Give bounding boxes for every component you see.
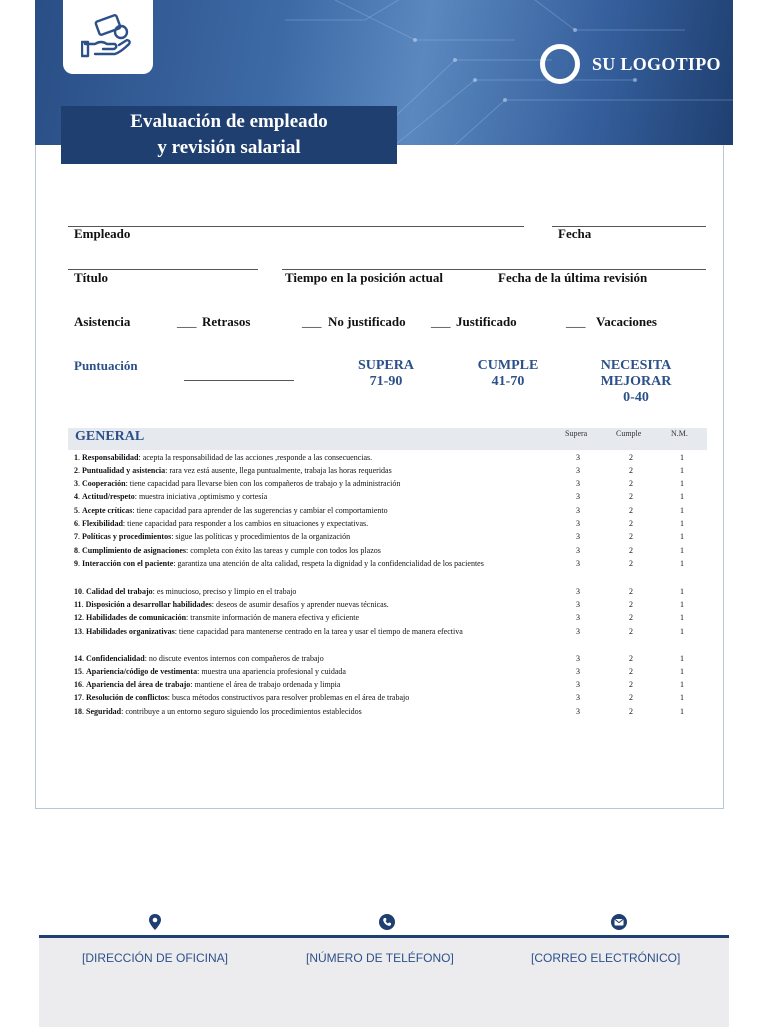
money-hand-icon xyxy=(81,14,135,60)
row-name: Puntualidad y asistencia xyxy=(82,466,166,475)
score-cumple-range: 41-70 xyxy=(491,374,525,389)
row-desc: : transmite información de manera efectiva y eficiente xyxy=(186,613,360,622)
footer-address[interactable]: [DIRECCIÓN DE OFICINA] xyxy=(82,951,229,965)
row-name: Habilidades organizativas xyxy=(86,627,175,636)
value-supera[interactable]: 3 xyxy=(576,559,580,568)
value-cumple[interactable]: 2 xyxy=(629,506,633,515)
row-text: 11. Disposición a desarrollar habilidades: deseos de asumir desafíos y aprender nuevas técnicas. xyxy=(74,600,389,609)
value-cumple[interactable]: 2 xyxy=(629,519,633,528)
value-nm[interactable]: 1 xyxy=(680,600,684,609)
row-desc: : tiene capacidad para aprender de las sugerencias y cambiar el comportamiento xyxy=(132,506,388,515)
empleado-label: Empleado xyxy=(74,226,131,241)
value-cumple[interactable]: 2 xyxy=(629,667,633,676)
row-desc: : tiene capacidad para mantenerse centrado en la tarea y usar el tiempo de manera efectiva xyxy=(174,627,463,636)
row-text: 4. Actitud/respeto: muestra iniciativa ,optimismo y cortesía xyxy=(74,492,268,501)
row-number: 17 xyxy=(74,693,82,702)
row-text: 5. Acepte críticas: tiene capacidad para aprender de las sugerencias y cambiar el comportamiento xyxy=(74,506,388,515)
row-text: 8. Cumplimiento de asignaciones: completa con éxito las tareas y cumple con todos los plazos xyxy=(74,546,381,555)
row-text: 13. Habilidades organizativas: tiene capacidad para mantenerse centrado en la tarea y usar el tiempo de manera efectiva xyxy=(74,627,463,636)
value-supera[interactable]: 3 xyxy=(576,506,580,515)
score-supera-range: 71-90 xyxy=(369,374,403,389)
row-name: Resolución de conflictos xyxy=(86,693,168,702)
score-supera-label: SUPERA xyxy=(357,358,414,373)
row-name: Actitud/respeto xyxy=(82,492,135,501)
title-line-1: Evaluación de empleado xyxy=(130,111,328,132)
value-supera[interactable]: 3 xyxy=(576,667,580,676)
row-text: 10. Calidad del trabajo: es minucioso, preciso y limpio en el trabajo xyxy=(74,587,297,596)
value-cumple[interactable]: 2 xyxy=(629,627,633,636)
row-desc: : es minucioso, preciso y limpio en el trabajo xyxy=(152,587,297,596)
row-desc: : busca métodos constructivos para resolver problemas en el área de trabajo xyxy=(167,693,410,702)
puntuacion-field-line[interactable] xyxy=(184,380,294,381)
score-supera xyxy=(346,358,426,390)
value-supera[interactable]: 3 xyxy=(576,532,580,541)
tiempo-label: Tiempo en la posición actual xyxy=(285,270,443,285)
value-supera[interactable]: 3 xyxy=(576,466,580,475)
titulo-label: Título xyxy=(74,270,108,285)
title-line-2: y revisión salarial xyxy=(157,137,301,158)
value-nm[interactable]: 1 xyxy=(680,667,684,676)
location-pin-icon xyxy=(146,913,164,931)
row-name: Acepte críticas xyxy=(82,506,133,515)
row-number: 4 xyxy=(74,492,78,501)
value-cumple[interactable]: 2 xyxy=(629,707,633,716)
row-number: 18 xyxy=(74,707,82,716)
row-text: 6. Flexibilidad: tiene capacidad para responder a los cambios en situaciones y expectativas. xyxy=(74,519,369,528)
row-number: 5 xyxy=(74,506,78,515)
row-text: 18. Seguridad: contribuye a un entorno seguro siguiendo los procedimientos establecidos xyxy=(74,707,362,716)
value-supera[interactable]: 3 xyxy=(576,680,580,689)
value-nm[interactable]: 1 xyxy=(680,680,684,689)
row-number: 7 xyxy=(74,532,78,541)
value-supera[interactable]: 3 xyxy=(576,519,580,528)
value-nm[interactable]: 1 xyxy=(680,546,684,555)
footer-email[interactable]: [CORREO ELECTRÓNICO] xyxy=(531,951,681,965)
row-number: 1 xyxy=(74,453,78,462)
row-desc: : completa con éxito las tareas y cumple con todos los plazos xyxy=(186,546,381,555)
col-supera: Supera xyxy=(565,429,588,438)
row-number: 8 xyxy=(74,546,78,555)
fecha-label: Fecha xyxy=(558,226,592,241)
row-number: 3 xyxy=(74,479,78,488)
row-text: 9. Interacción con el paciente: garantiza una atención de alta calidad, respeta la dignidad y la confidencialidad de los pacientes xyxy=(74,559,484,568)
value-cumple[interactable]: 2 xyxy=(629,559,633,568)
value-supera[interactable]: 3 xyxy=(576,453,580,462)
row-desc: : contribuye a un entorno seguro siguiendo los procedimientos establecidos xyxy=(121,707,362,716)
value-cumple[interactable]: 2 xyxy=(629,466,633,475)
value-nm[interactable]: 1 xyxy=(680,627,684,636)
email-icon xyxy=(610,913,628,931)
value-cumple[interactable]: 2 xyxy=(629,693,633,702)
phone-icon xyxy=(378,913,396,931)
row-text: 2. Puntualidad y asistencia: rara vez está ausente, llega puntualmente, trabaja las horas requeridas xyxy=(74,466,392,475)
value-cumple[interactable]: 2 xyxy=(629,587,633,596)
value-cumple[interactable]: 2 xyxy=(629,479,633,488)
justificado-label: Justificado xyxy=(456,314,517,329)
row-number: 10 xyxy=(74,587,82,596)
row-name: Responsabilidad xyxy=(82,453,139,462)
row-desc: : acepta la responsabilidad de las acciones ,responde a las consecuencias. xyxy=(138,453,373,462)
row-name: Interacción con el paciente xyxy=(82,559,174,568)
general-section-header xyxy=(68,428,707,450)
logo-circle-icon xyxy=(540,44,580,84)
value-cumple[interactable]: 2 xyxy=(629,680,633,689)
justificado-blank[interactable]: ___ xyxy=(431,314,451,329)
score-cumple xyxy=(468,358,548,390)
no-justificado-blank[interactable]: ___ xyxy=(302,314,322,329)
company-logo xyxy=(540,44,721,84)
footer-bar xyxy=(39,935,729,1027)
value-nm[interactable]: 1 xyxy=(680,559,684,568)
row-desc: : garantiza una atención de alta calidad, respeta la dignidad y la confidencialidad de los pacientes xyxy=(173,559,484,568)
row-name: Cooperación xyxy=(82,479,126,488)
value-supera[interactable]: 3 xyxy=(576,600,580,609)
row-name: Confidencialidad xyxy=(86,654,145,663)
value-nm[interactable]: 1 xyxy=(680,707,684,716)
row-name: Políticas y procedimientos xyxy=(82,532,172,541)
no-justificado-label: No justificado xyxy=(328,314,406,329)
puntuacion-label: Puntuación xyxy=(74,358,138,373)
page-title xyxy=(61,106,397,164)
row-desc: : sigue las políticas y procedimientos de la organización xyxy=(171,532,351,541)
value-nm[interactable]: 1 xyxy=(680,466,684,475)
row-name: Habilidades de comunicación xyxy=(86,613,187,622)
row-number: 9 xyxy=(74,559,78,568)
score-necesita xyxy=(588,358,684,406)
value-cumple[interactable]: 2 xyxy=(629,654,633,663)
value-nm[interactable]: 1 xyxy=(680,492,684,501)
row-text: 16. Apariencia del área de trabajo: mantiene el área de trabajo ordenada y limpia xyxy=(74,680,341,689)
row-name: Apariencia/código de vestimenta xyxy=(86,667,198,676)
value-supera[interactable]: 3 xyxy=(576,587,580,596)
empleado-field-line[interactable] xyxy=(68,226,524,227)
score-necesita-line1: NECESITA xyxy=(600,358,672,373)
vacaciones-blank[interactable]: ___ xyxy=(566,314,586,329)
row-text: 15. Apariencia/código de vestimenta: muestra una apariencia profesional y cuidada xyxy=(74,667,346,676)
value-cumple[interactable]: 2 xyxy=(629,600,633,609)
value-supera[interactable]: 3 xyxy=(576,627,580,636)
col-cumple: Cumple xyxy=(616,429,642,438)
logo-text: SU LOGOTIPO xyxy=(592,53,721,74)
value-supera[interactable]: 3 xyxy=(576,546,580,555)
value-nm[interactable]: 1 xyxy=(680,532,684,541)
row-desc: : rara vez está ausente, llega puntualmente, trabaja las horas requeridas xyxy=(165,466,392,475)
value-supera[interactable]: 3 xyxy=(576,707,580,716)
value-supera[interactable]: 3 xyxy=(576,693,580,702)
value-nm[interactable]: 1 xyxy=(680,693,684,702)
value-nm[interactable]: 1 xyxy=(680,654,684,663)
row-name: Flexibilidad xyxy=(82,519,123,528)
row-name: Cumplimiento de asignaciones xyxy=(82,546,187,555)
asistencia-label: Asistencia xyxy=(74,314,131,329)
row-name: Disposición a desarrollar habilidades xyxy=(85,600,212,609)
value-supera[interactable]: 3 xyxy=(576,654,580,663)
row-name: Apariencia del área de trabajo xyxy=(86,680,191,689)
value-supera[interactable]: 3 xyxy=(576,613,580,622)
value-nm[interactable]: 1 xyxy=(680,587,684,596)
row-text: 17. Resolución de conflictos: busca métodos constructivos para resolver problemas en el área de trabajo xyxy=(74,693,410,702)
row-desc: : tiene capacidad para llevarse bien con los compañeros de trabajo y la administración xyxy=(125,479,401,488)
vacaciones-label: Vacaciones xyxy=(596,314,657,329)
row-name: Calidad del trabajo xyxy=(86,587,153,596)
value-cumple[interactable]: 2 xyxy=(629,532,633,541)
value-cumple[interactable]: 2 xyxy=(629,546,633,555)
general-title: GENERAL xyxy=(75,429,145,444)
row-number: 13 xyxy=(74,627,82,636)
ultima-revision-label: Fecha de la última revisión xyxy=(498,270,648,285)
row-text: 7. Políticas y procedimientos: sigue las políticas y procedimientos de la organización xyxy=(74,532,351,541)
retrasos-blank[interactable]: ___ xyxy=(177,314,197,329)
row-text: 12. Habilidades de comunicación: transmite información de manera efectiva y eficiente xyxy=(74,613,360,622)
value-cumple[interactable]: 2 xyxy=(629,613,633,622)
retrasos-label: Retrasos xyxy=(202,314,251,329)
row-number: 14 xyxy=(74,654,82,663)
row-number: 2 xyxy=(74,466,78,475)
col-nm: N.M. xyxy=(671,429,688,438)
score-necesita-range: 0-40 xyxy=(623,390,649,405)
row-number: 12 xyxy=(74,613,82,622)
value-nm[interactable]: 1 xyxy=(680,519,684,528)
value-nm[interactable]: 1 xyxy=(680,453,684,462)
score-cumple-label: CUMPLE xyxy=(477,358,539,373)
score-necesita-line2: MEJORAR xyxy=(600,374,672,389)
row-desc: : tiene capacidad para responder a los cambios en situaciones y expectativas. xyxy=(122,519,369,528)
footer-phone[interactable]: [NÚMERO DE TELÉFONO] xyxy=(306,951,454,965)
value-supera[interactable]: 3 xyxy=(576,492,580,501)
row-desc: : muestra iniciativa ,optimismo y cortesía xyxy=(134,492,268,501)
value-nm[interactable]: 1 xyxy=(680,506,684,515)
row-text: 3. Cooperación: tiene capacidad para llevarse bien con los compañeros de trabajo y la administración xyxy=(74,479,401,488)
row-number: 11 xyxy=(74,600,82,609)
value-supera[interactable]: 3 xyxy=(576,479,580,488)
row-number: 6 xyxy=(74,519,78,528)
money-hand-icon-box xyxy=(63,0,153,74)
row-name: Seguridad xyxy=(86,707,122,716)
row-desc: : muestra una apariencia profesional y cuidada xyxy=(197,667,346,676)
value-cumple[interactable]: 2 xyxy=(629,492,633,501)
row-text: 14. Confidencialidad: no discute eventos internos con compañeros de trabajo xyxy=(74,654,324,663)
value-cumple[interactable]: 2 xyxy=(629,453,633,462)
row-desc: : deseos de asumir desafíos y aprender nuevas técnicas. xyxy=(211,600,389,609)
value-nm[interactable]: 1 xyxy=(680,479,684,488)
value-nm[interactable]: 1 xyxy=(680,613,684,622)
row-number: 15 xyxy=(74,667,82,676)
row-desc: : mantiene el área de trabajo ordenada y limpia xyxy=(190,680,341,689)
row-text: 1. Responsabilidad: acepta la responsabilidad de las acciones ,responde a las consecuencias. xyxy=(74,453,373,462)
row-number: 16 xyxy=(74,680,82,689)
row-desc: : no discute eventos internos con compañeros de trabajo xyxy=(144,654,324,663)
